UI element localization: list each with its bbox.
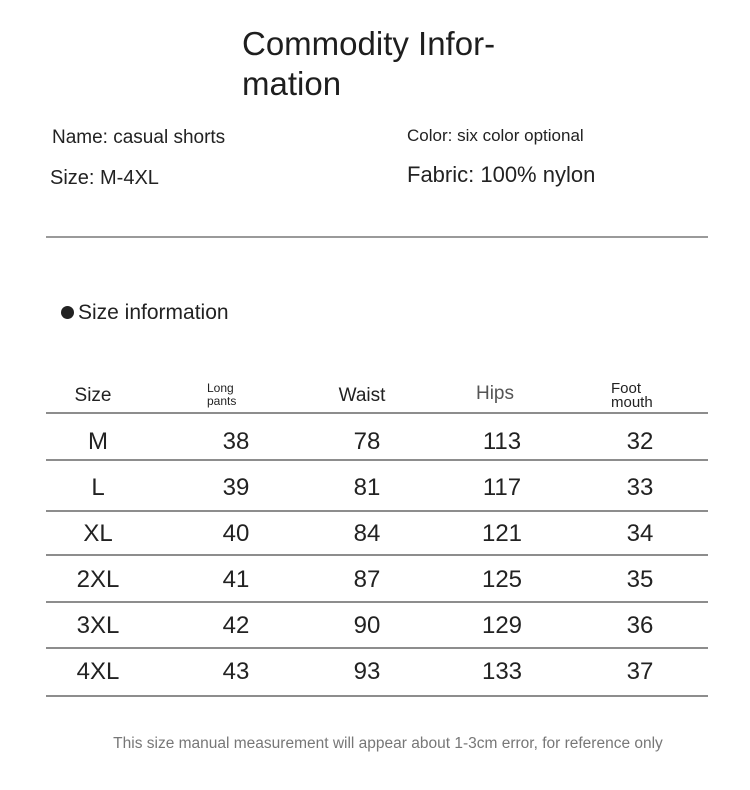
cell-hips: 117 xyxy=(482,474,522,501)
info-fabric: Fabric: 100% nylon xyxy=(407,162,596,187)
cell-foot-mouth: 34 xyxy=(626,520,654,547)
cell-hips: 129 xyxy=(481,612,523,639)
cell-hips: 125 xyxy=(481,566,523,593)
title-line-2: mation xyxy=(242,65,342,102)
cell-long-pants: 41 xyxy=(222,566,250,593)
table-rule xyxy=(46,412,708,414)
cell-waist: 90 xyxy=(353,612,381,639)
cell-long-pants: 38 xyxy=(222,428,250,455)
divider xyxy=(46,236,708,238)
cell-size: 2XL xyxy=(76,566,120,593)
cell-foot-mouth: 32 xyxy=(626,428,654,455)
cell-foot-mouth: 33 xyxy=(626,474,654,501)
cell-hips: 133 xyxy=(481,658,523,685)
table-rule xyxy=(46,601,708,603)
cell-long-pants: 42 xyxy=(222,612,250,639)
cell-long-pants: 40 xyxy=(222,520,250,547)
cell-foot-mouth: 35 xyxy=(626,566,654,593)
bullet-icon xyxy=(61,306,74,319)
header-long-line-2: pants xyxy=(207,394,237,408)
cell-waist: 78 xyxy=(353,428,381,455)
page-title xyxy=(242,24,522,104)
cell-size: 3XL xyxy=(76,612,120,639)
cell-size: 4XL xyxy=(76,658,120,685)
info-color: Color: six color optional xyxy=(407,126,584,145)
header-size: Size xyxy=(74,385,112,406)
table-rule xyxy=(46,695,708,697)
cell-foot-mouth: 36 xyxy=(626,612,654,639)
cell-waist: 93 xyxy=(353,658,381,685)
cell-long-pants: 39 xyxy=(222,474,250,501)
table-rule xyxy=(46,459,708,461)
header-long-pants xyxy=(207,382,236,408)
table-rule xyxy=(46,554,708,556)
section-title: Size information xyxy=(78,301,229,324)
footnote: This size manual measurement will appear about 1-3cm error, for reference only xyxy=(113,735,663,752)
header-long-line-1: Long xyxy=(207,381,234,395)
header-foot-line-1: Foot xyxy=(611,380,642,397)
cell-size: L xyxy=(91,474,105,501)
cell-waist: 81 xyxy=(353,474,381,501)
header-waist: Waist xyxy=(338,385,386,406)
cell-hips: 121 xyxy=(481,520,523,547)
table-rule xyxy=(46,510,708,512)
header-foot-mouth xyxy=(611,382,653,410)
cell-hips: 113 xyxy=(482,428,522,455)
info-size: Size: M-4XL xyxy=(50,167,159,189)
title-line-1: Commodity Infor- xyxy=(242,25,496,62)
header-hips: Hips xyxy=(475,383,514,404)
cell-waist: 84 xyxy=(353,520,381,547)
cell-foot-mouth: 37 xyxy=(626,658,654,685)
cell-long-pants: 43 xyxy=(222,658,250,685)
cell-waist: 87 xyxy=(353,566,381,593)
cell-size: M xyxy=(88,428,108,455)
cell-size: XL xyxy=(83,520,113,547)
table-rule xyxy=(46,647,708,649)
info-name: Name: casual shorts xyxy=(52,127,226,148)
header-foot-line-2: mouth xyxy=(611,394,653,411)
